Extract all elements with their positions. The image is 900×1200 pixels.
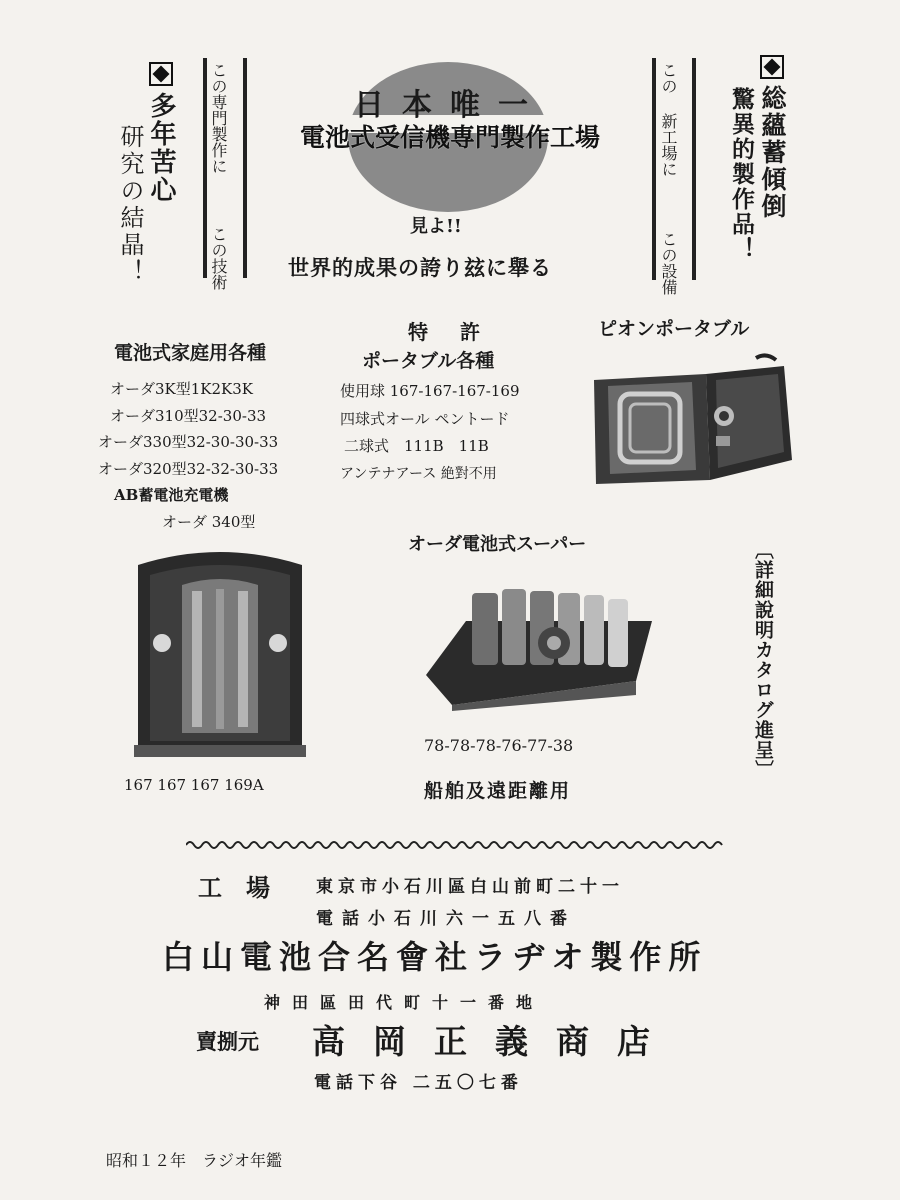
portable-heading: ポータブル各種 <box>362 350 495 372</box>
pion-portable-photo <box>588 352 800 488</box>
pion-heading: ピオンポータブル <box>598 318 750 340</box>
portable-spec: アンテナアース 絶對不用 <box>340 465 497 482</box>
company-name: 白山電池合名會社ラヂオ製作所 <box>162 938 708 976</box>
wavy-divider <box>186 838 726 852</box>
patent-label: 特 許 <box>408 320 486 344</box>
right-mid-rule-a <box>652 58 656 280</box>
left-mid-rule-b <box>243 58 247 278</box>
diamond-marker-icon-right <box>760 55 784 79</box>
look-exclaim: 見よ!! <box>410 216 462 237</box>
header-tagline: 世界的成果の誇り玆に舉る <box>288 255 552 280</box>
source-caption: 昭和１２年 ラジオ年鑑 <box>106 1151 283 1170</box>
portable-spec: 使用球 167-167-167-169 <box>340 382 520 400</box>
household-item: オーダ 340型 <box>162 512 256 531</box>
right-mid-column-text: この 新工場に この設備 <box>659 62 678 295</box>
diamond-marker-icon <box>149 62 173 86</box>
super-heading: オーダ電池式スーパー <box>408 534 587 555</box>
dealer-label: 賣捌元 <box>196 1030 259 1054</box>
super-use: 船舶及遠距離用 <box>424 780 572 802</box>
cabinet-radio-photo <box>130 545 310 760</box>
household-heading: 電池式家庭用各種 <box>114 342 267 364</box>
right-column-line2: 驚異的製作品！ <box>728 87 755 262</box>
battery-super-photo <box>422 583 654 713</box>
household-list <box>98 376 328 535</box>
household-item: オーダ310型32-30-33 <box>110 406 267 425</box>
header-line1: 日本唯一 <box>354 88 546 123</box>
factory-address: 東京市小石川區白山前町二十一 <box>316 877 624 897</box>
factory-phone: 電話小石川六一五八番 <box>316 909 576 929</box>
super-tubes: 78-78-78-76-77-38 <box>424 736 574 755</box>
household-item: オーダ3K型1K2K3K <box>110 380 253 398</box>
catalog-note: 〔詳細說明カタログ進呈〕 <box>752 540 774 780</box>
household-item: オーダ330型32-30-30-33 <box>98 433 279 451</box>
left-column-line2: 研究の結晶！ <box>116 124 144 286</box>
portable-specs <box>340 378 580 488</box>
right-column <box>720 55 800 295</box>
left-column <box>118 62 188 292</box>
right-column-line1: 総蘊蓄傾倒 <box>754 55 790 220</box>
portable-spec: 二球式 111B 11B <box>344 437 489 455</box>
right-mid-rule-b <box>692 58 696 280</box>
left-mid-rule-a <box>203 58 207 278</box>
household-item: AB蓄電池充電機 <box>114 486 229 504</box>
household-item: オーダ320型32-32-30-33 <box>98 459 279 478</box>
dealer-phone: 電話下谷 二五〇七番 <box>314 1073 523 1093</box>
dealer-name: 高岡正義商店 <box>312 1022 678 1061</box>
factory-label: 工 場 <box>198 874 270 902</box>
cabinet-caption: 167 167 167 169A <box>124 776 264 794</box>
left-column-line1: 多年苦心 <box>143 62 180 204</box>
dealer-address: 神田區田代町十一番地 <box>264 993 545 1012</box>
portable-spec: 四球式オール ペントード <box>340 409 510 428</box>
header-line2: 電池式受信機専門製作工場 <box>299 123 600 152</box>
left-mid-column-text: この専門製作に この技術 <box>209 62 228 290</box>
